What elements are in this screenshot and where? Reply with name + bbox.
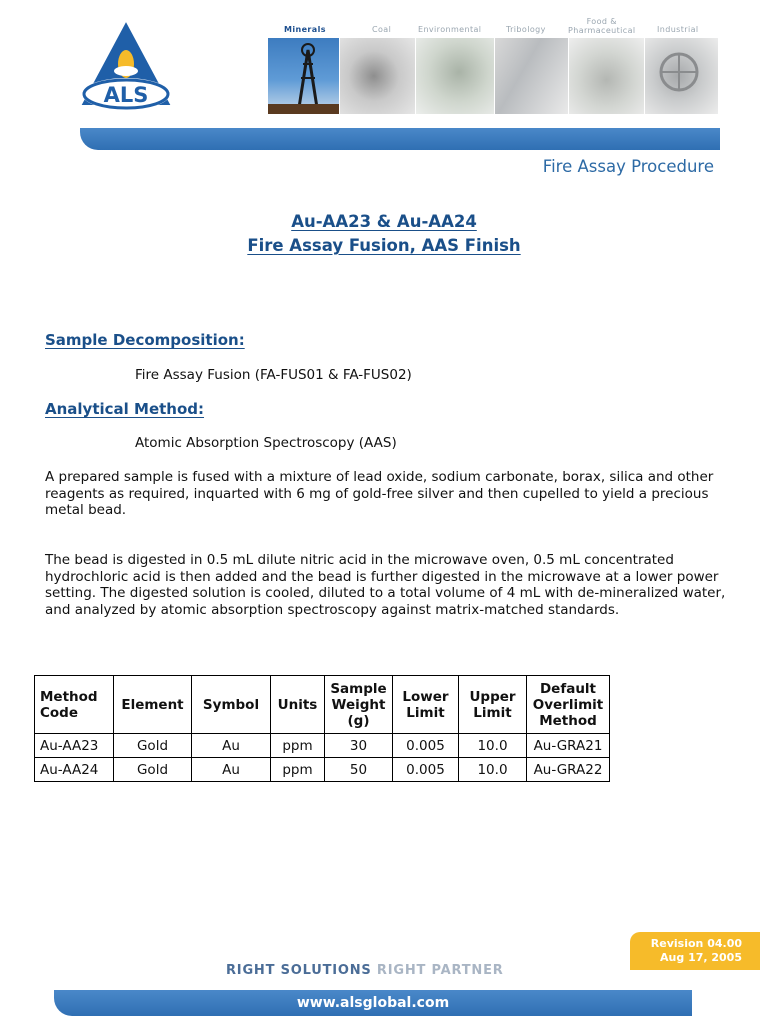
cell-lower-limit: 0.005 [393, 734, 459, 758]
category-coal: Coal [372, 25, 392, 34]
header-lower-limit-l1: Lower [402, 688, 449, 705]
cell-units: ppm [271, 758, 325, 782]
cell-upper-limit: 10.0 [459, 758, 527, 782]
slogan [226, 963, 504, 978]
table-header-row [35, 676, 610, 734]
cell-sample-weight: 50 [325, 758, 393, 782]
cell-symbol: Au [192, 758, 271, 782]
header-element [114, 676, 192, 734]
cell-method-code: Au-AA23 [35, 734, 114, 758]
header-lower-limit-l2: Limit [406, 704, 445, 721]
cell-element: Gold [114, 734, 192, 758]
category-food-pharmaceutical [568, 17, 636, 35]
header-overlimit-method [527, 676, 610, 734]
coal-photo [340, 38, 416, 114]
category-photo-strip [268, 38, 718, 114]
revision-number: Revision 04.00 [650, 937, 742, 950]
section-heading-decomposition: Sample Decomposition: [45, 331, 245, 349]
cell-symbol: Au [192, 734, 271, 758]
category-minerals: Minerals [284, 25, 326, 34]
table-row [35, 758, 610, 782]
headframe-icon [268, 38, 340, 114]
header-overlimit-l2: Overlimit [532, 696, 604, 713]
header-overlimit-l1: Default [539, 680, 597, 697]
header-title: Fire Assay Procedure [542, 157, 714, 176]
header-element-l1: Element [121, 696, 184, 713]
cell-overlimit: Au-GRA21 [527, 734, 610, 758]
header-upper-limit [459, 676, 527, 734]
header-sample-weight-l3: (g) [347, 712, 370, 729]
header-units [271, 676, 325, 734]
cell-overlimit: Au-GRA22 [527, 758, 610, 782]
header-overlimit-l3: Method [539, 712, 597, 729]
category-environmental: Environmental [418, 25, 482, 34]
cell-element: Gold [114, 758, 192, 782]
header-lower-limit [393, 676, 459, 734]
environmental-photo [416, 38, 494, 114]
header-units-l1: Units [277, 696, 318, 713]
valve-wheel-icon [645, 38, 718, 114]
minerals-photo [268, 38, 340, 114]
slogan-right-partner: RIGHT PARTNER [376, 963, 504, 978]
decomposition-text: Fire Assay Fusion (FA-FUS01 & FA-FUS02) [135, 367, 412, 383]
header-sample-weight-l1: Sample [330, 680, 387, 697]
slogan-right-solutions: RIGHT SOLUTIONS [226, 963, 372, 978]
header-upper-limit-l1: Upper [469, 688, 516, 705]
header-method-code-l1: Method [40, 688, 98, 705]
header-symbol [192, 676, 271, 734]
paragraph-fusion: A prepared sample is fused with a mixture of lead oxide, sodium carbonate, borax, silica and other reagents as required, inquarted with 6 mg of gold-free silver and then cupelled to yield a precious metal bead. [45, 469, 714, 518]
analytical-text: Atomic Absorption Spectroscopy (AAS) [135, 435, 397, 451]
cell-lower-limit: 0.005 [393, 758, 459, 782]
cell-sample-weight: 30 [325, 734, 393, 758]
section-heading-analytical: Analytical Method: [45, 400, 205, 418]
revision-badge [630, 932, 760, 970]
cell-method-code: Au-AA24 [35, 758, 114, 782]
header-sample-weight-l2: Weight [331, 696, 386, 713]
header-method-code [35, 676, 114, 734]
header-symbol-l1: Symbol [202, 696, 260, 713]
category-tribology: Tribology [506, 25, 546, 34]
header-bar [80, 128, 720, 150]
category-industrial: Industrial [657, 25, 699, 34]
category-food-line1: Food & [586, 17, 617, 26]
header-sample-weight [325, 676, 393, 734]
paragraph-digestion: The bead is digested in 0.5 mL dilute nitric acid in the microwave oven, 0.5 mL concentrated hydrochloric acid is then added and the bead is further digested in the microwave at a lower power setting. The digested solution is cooled, diluted to a total volume of 4 mL with de-mineralized water, and analyzed by atomic absorption spectroscopy against matrix-matched standards. [45, 552, 726, 618]
website-link[interactable]: www.alsglobal.com [296, 995, 450, 1011]
document-title-line2: Fire Assay Fusion, AAS Finish [247, 236, 521, 255]
header-upper-limit-l2: Limit [473, 704, 512, 721]
revision-date: Aug 17, 2005 [660, 951, 742, 964]
logo-text: ALS [103, 83, 149, 107]
header-method-code-l2: Code [40, 704, 79, 721]
food-pharmaceutical-photo [569, 38, 645, 114]
methods-table [34, 675, 610, 782]
document-title-line1: Au-AA23 & Au-AA24 [291, 212, 477, 231]
tribology-photo [495, 38, 569, 114]
category-food-line2: Pharmaceutical [568, 26, 636, 35]
cell-units: ppm [271, 734, 325, 758]
cell-upper-limit: 10.0 [459, 734, 527, 758]
table-row [35, 734, 610, 758]
als-logo [76, 18, 176, 116]
industrial-photo [645, 38, 718, 114]
